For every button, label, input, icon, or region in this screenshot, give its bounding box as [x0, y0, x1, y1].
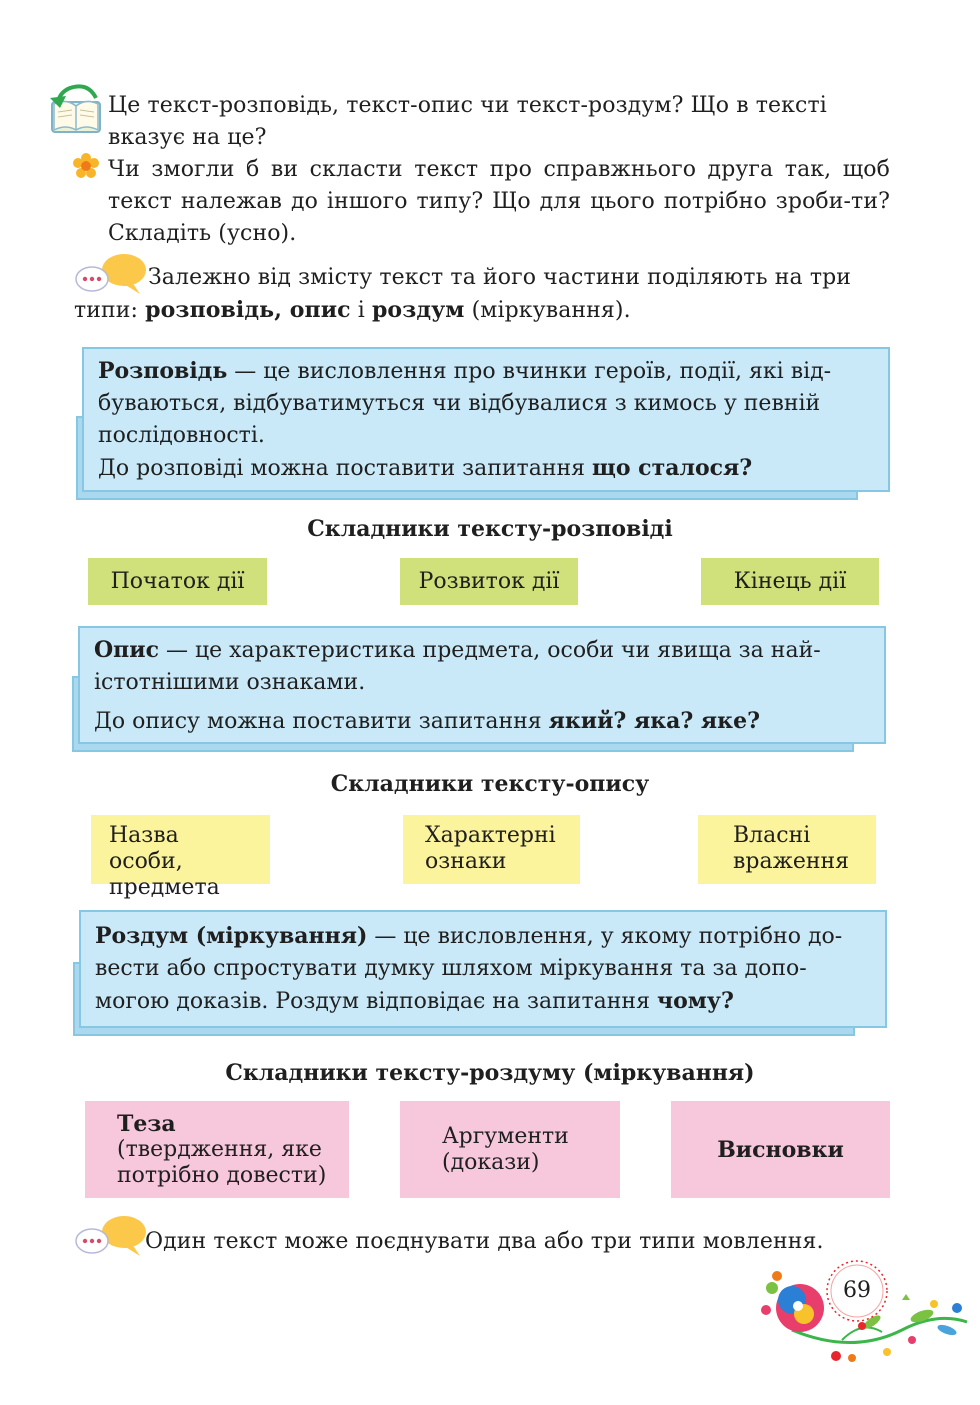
- description-part-name-line-2: предмета: [109, 875, 220, 900]
- narration-part-ending-label: Кінець дії: [733, 568, 847, 594]
- intro-line-1: [148, 262, 890, 294]
- description-part-name-line-1: Назва особи,: [109, 823, 183, 874]
- separator: ,: [274, 297, 290, 323]
- description-question-text: До опису можна поставити запитання: [94, 709, 549, 734]
- reasoning-part-conclusions: [671, 1101, 890, 1198]
- reasoning-line-3: [95, 985, 871, 1018]
- description-part-features-line-1: Характерні: [425, 823, 556, 848]
- flower-icon: [72, 152, 100, 180]
- reasoning-part-thesis-line-2: потрібно довести): [117, 1162, 327, 1188]
- intro-text: типи:: [74, 298, 146, 323]
- description-part-features-line-2: ознаки: [425, 849, 507, 874]
- narration-line-3: послідовності.: [98, 423, 265, 448]
- description-part-impressions-line-2: враження: [733, 849, 850, 874]
- reasoning-line-3-text: могою доказів. Роздум відповідає на запитання: [95, 989, 657, 1014]
- narration-question-bold: що сталося?: [592, 455, 753, 481]
- question-2-text: Чи змогли б ви скласти текст про справжнього друга так, щоб текст належав до іншого типу? Що для цього потрібно зроби-ти? Складіть (усно).: [108, 157, 890, 246]
- description-question-bold: який? яка? яке?: [548, 708, 760, 734]
- description-definition-box: [78, 626, 886, 744]
- reasoning-part-arguments-line-2: (докази): [442, 1149, 540, 1175]
- reasoning-line-2: вести або спростувати думку шляхом міркування та за допо-: [95, 956, 807, 981]
- reasoning-part-thesis-line-1: (твердження, яке: [117, 1136, 322, 1162]
- reasoning-line-1: [95, 920, 871, 953]
- narration-line-1-text: — це висловлення про вчинки героїв, події, які від-: [227, 359, 832, 384]
- intro-line-1-text: Залежно від змісту текст та його частини поділяють на три: [148, 265, 852, 290]
- narration-line-2: буваються, відбуватимуться чи відбувалися з кимось у певній: [98, 391, 821, 416]
- narration-part-beginning-label: Початок дії: [110, 568, 245, 594]
- narration-parts-heading: Складники тексту-розповіді: [307, 516, 673, 542]
- question-2: [108, 154, 890, 250]
- book-arrow-icon: [48, 80, 104, 138]
- intro-text-end: (міркування).: [464, 298, 631, 323]
- reasoning-part-conclusions-title: Висновки: [717, 1136, 844, 1163]
- intro-line-2: [74, 294, 890, 327]
- term-description: опис: [289, 297, 351, 323]
- reasoning-question-bold: чому?: [656, 988, 734, 1014]
- reasoning-part-arguments: [400, 1101, 620, 1198]
- narration-part-development: [400, 558, 578, 605]
- reasoning-part-thesis-title: Теза: [117, 1110, 176, 1137]
- reasoning-line-1-text: — це висловлення, у якому потрібно до-: [367, 924, 843, 949]
- narration-part-beginning: [88, 558, 267, 605]
- reasoning-term: Роздум (міркування): [95, 923, 368, 949]
- narration-term: Розповідь: [98, 358, 228, 384]
- description-line-1-text: — це характеристика предмета, особи чи явища за най-: [158, 638, 821, 663]
- description-part-impressions: [698, 815, 876, 884]
- narration-line-1: [98, 355, 874, 388]
- description-part-name: [91, 815, 270, 900]
- chat-bubbles-icon: [74, 1214, 146, 1258]
- narration-question: [98, 452, 874, 485]
- description-question: [94, 705, 870, 738]
- term-narration: розповідь: [145, 297, 275, 323]
- term-reasoning: роздум: [371, 297, 465, 323]
- narration-part-ending: [701, 558, 879, 605]
- reasoning-parts-heading: Складники тексту-роздуму (міркування): [225, 1060, 755, 1086]
- description-line-2: істотнішими ознаками.: [94, 670, 366, 695]
- separator: і: [350, 298, 372, 323]
- description-parts-heading: Складники тексту-опису: [330, 771, 650, 797]
- chat-bubbles-icon: [74, 252, 146, 296]
- reasoning-part-thesis: [85, 1101, 349, 1198]
- reasoning-part-arguments-line-1: Аргументи: [442, 1123, 569, 1149]
- description-term: Опис: [94, 637, 159, 663]
- description-line-1: [94, 634, 870, 667]
- closing-note: Один текст може поєднувати два або три типи мовлення.: [145, 1229, 824, 1254]
- description-part-features: [403, 815, 580, 884]
- question-1: [108, 90, 890, 154]
- page-number: 69: [843, 1278, 871, 1303]
- question-1-text: Це текст-розповідь, текст-опис чи текст-роздум? Що в тексті вказує на це?: [108, 93, 827, 150]
- narration-part-development-label: Розвиток дії: [418, 568, 560, 594]
- narration-question-text: До розповіді можна поставити запитання: [98, 456, 593, 481]
- narration-definition-box: [82, 347, 890, 492]
- reasoning-definition-box: [79, 910, 887, 1028]
- description-part-impressions-line-1: Власні: [733, 823, 811, 848]
